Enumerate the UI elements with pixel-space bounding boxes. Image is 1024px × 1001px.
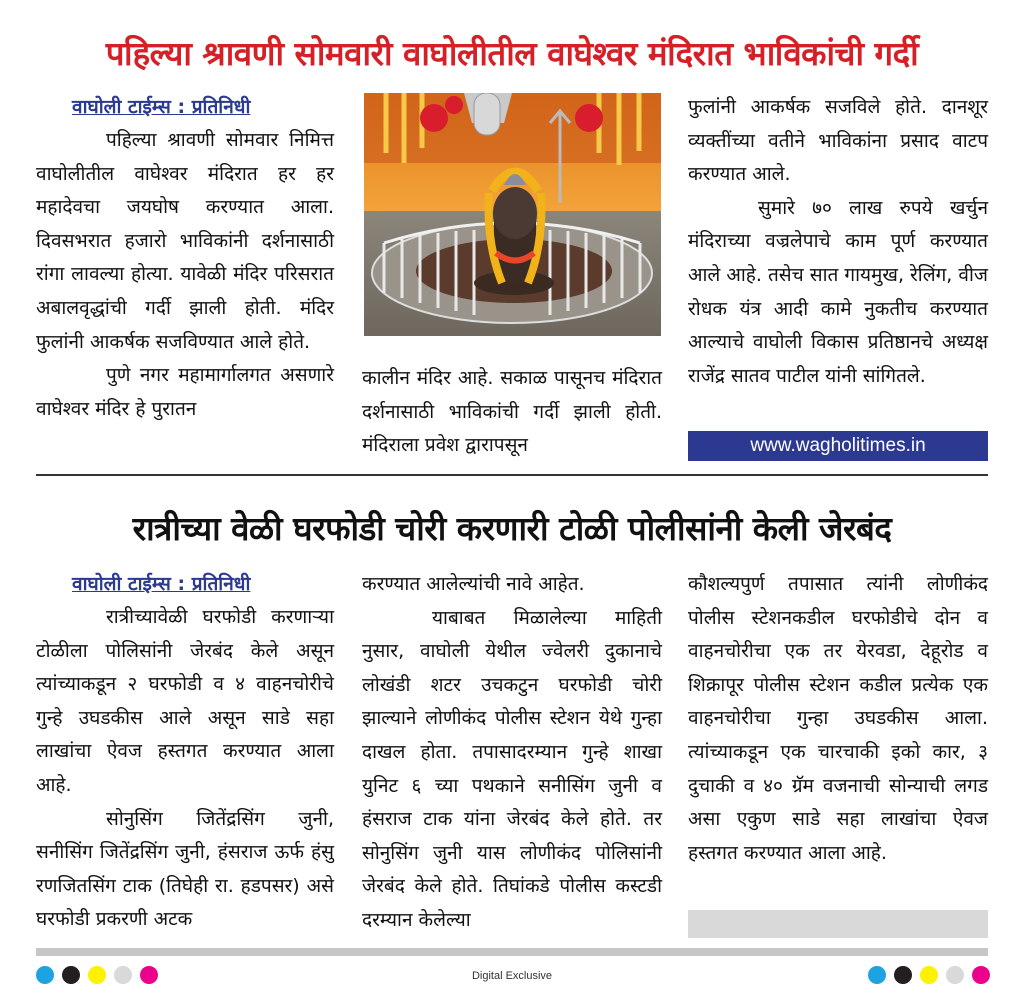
article2-paragraph: याबाबत मिळालेल्या माहिती नुसार, वाघोली येथील ज्वेलरी दुकानाचे लोखंडी शटर उचकटुन घरफोडी चोरी झाल्याने लोणीकंद पोलीस स्टेशन येथे गुन्हा दाखल होता. तपासादरम्यान गुन्हे शाखा युनिट ६ च्या पथकाने सनीसिंग जुनी व हंसराज टाक यांना जेरबंद केले होते. तर सोनुसिंग जुनी यास लोणीकंद पोलिसांनी जेरबंद केले होते. तिघांकडे पोलीस कस्टडी दरम्यान केलेल्या bbox=[362, 606, 662, 931]
cyan-registration-dot bbox=[868, 966, 886, 984]
article2-paragraph: कौशल्यपुर्ण तपासात त्यांनी लोणीकंद पोलीस स्टेशनकडील घरफोडीचे दोन व वाहनचोरीचा एक तर येरवडा, देहूरोड व शिक्रापूर पोलीस स्टेशन कडील प्रत्येक एक वाहनचोरीचा गुन्हा उघडकीस आला. त्यांच्याकडून एक चारचाकी इको कार, ३ दुचाकी व ४० ग्रॅम वजनाची सोन्याची लगड असा एकुण साडे सहा लाखांचा ऐवज हस्तगत करण्यात आला आहे. bbox=[688, 573, 988, 864]
article1-paragraph: पुणे नगर महामार्गालगत असणारे वाघेश्वर मंदिर हे पुरातन bbox=[36, 364, 334, 420]
website-link[interactable]: www.wagholitimes.in bbox=[688, 431, 988, 461]
article2-column-3 bbox=[688, 568, 988, 870]
footer-label: Digital Exclusive bbox=[471, 970, 553, 982]
grey-placeholder-box bbox=[688, 910, 988, 938]
article2-byline: वाघोली टाईम्स : प्रतिनिधी bbox=[72, 573, 251, 595]
article1-paragraph: सुमारे ७० लाख रुपये खर्चुन मंदिराच्या वज्रलेपाचे काम पूर्ण करण्यात आले आहे. तसेच सात गायमुख, रेलिंग, वीज रोधक यंत्र आदी कामे नुकतीच करण्यात आल्याचे वाघोली विकास प्रतिष्ठानचे अध्यक्ष राजेंद्र सातव पाटील यांनी सांगितले. bbox=[688, 196, 988, 387]
article2-column-2 bbox=[362, 568, 662, 938]
article1-byline: वाघोली टाईम्स : प्रतिनिधी bbox=[72, 96, 251, 118]
article2-paragraph: सोनुसिंग जितेंद्रसिंग जुनी, सनीसिंग जितेंद्रसिंग जुनी, हंसराज ऊर्फ हंसु रणजितसिंग टाक (तिघेही रा. हडपसर) असे घरफोडी प्रकरणी अटक bbox=[36, 807, 334, 931]
article1-headline: पहिल्या श्रावणी सोमवारी वाघोलीतील वाघेश्वर मंदिरात भाविकांची गर्दी bbox=[105, 34, 919, 73]
article1-paragraph: कालीन मंदिर आहे. सकाळ पासूनच मंदिरात दर्शनासाठी भाविकांची गर्दी झाली होती. मंदिराला प्रवेश द्वारापसून bbox=[362, 367, 662, 457]
section-divider bbox=[36, 474, 988, 476]
article2-paragraph: करण्यात आलेल्यांची नावे आहेत. bbox=[362, 573, 585, 595]
article1-column-3 bbox=[688, 91, 988, 393]
article1-column-2 bbox=[362, 362, 662, 463]
article1-column-1 bbox=[36, 91, 334, 426]
yellow-registration-dot bbox=[920, 966, 938, 984]
black-registration-dot bbox=[894, 966, 912, 984]
grey-registration-dot bbox=[946, 966, 964, 984]
article2-column-1 bbox=[36, 568, 334, 937]
bottom-bar bbox=[36, 948, 988, 956]
article1-paragraph: फुलांनी आकर्षक सजविले होते. दानशूर व्यक्तींच्या वतीने भाविकांना प्रसाद वाटप करण्यात आले. bbox=[688, 96, 988, 186]
article1-paragraph: पहिल्या श्रावणी सोमवार निमित्त वाघोलीतील वाघेश्वर मंदिरात हर हर महादेवचा जयघोष करण्यात आला. दिवसभरात हजारो भाविकांनी दर्शनासाठी रांगा लावल्या होत्या. यावेळी मंदिर परिसरात अबालवृद्धांची गर्दी झाली होती. मंदिर फुलांनी आकर्षक सजविण्यात आले होते. bbox=[36, 129, 334, 353]
article2-headline: रात्रीच्या वेळी घरफोडी चोरी करणारी टोळी पोलीसांनी केली जेरबंद bbox=[132, 509, 892, 548]
registration-marks-right bbox=[868, 966, 990, 984]
article2-paragraph: रात्रीच्यावेळी घरफोडी करणाऱ्या टोळीला पोलिसांनी जेरबंद केले असून त्यांच्याकडून २ घरफोडी व ४ वाहनचोरीचे गुन्हे उघडकीस आले असून साडे सहा लाखांचा ऐवज हस्तगत करण्यात आला आहे. bbox=[36, 606, 334, 796]
temple-shivling-photo bbox=[364, 93, 661, 336]
temple-photo-illustration bbox=[364, 93, 661, 336]
magenta-registration-dot bbox=[972, 966, 990, 984]
